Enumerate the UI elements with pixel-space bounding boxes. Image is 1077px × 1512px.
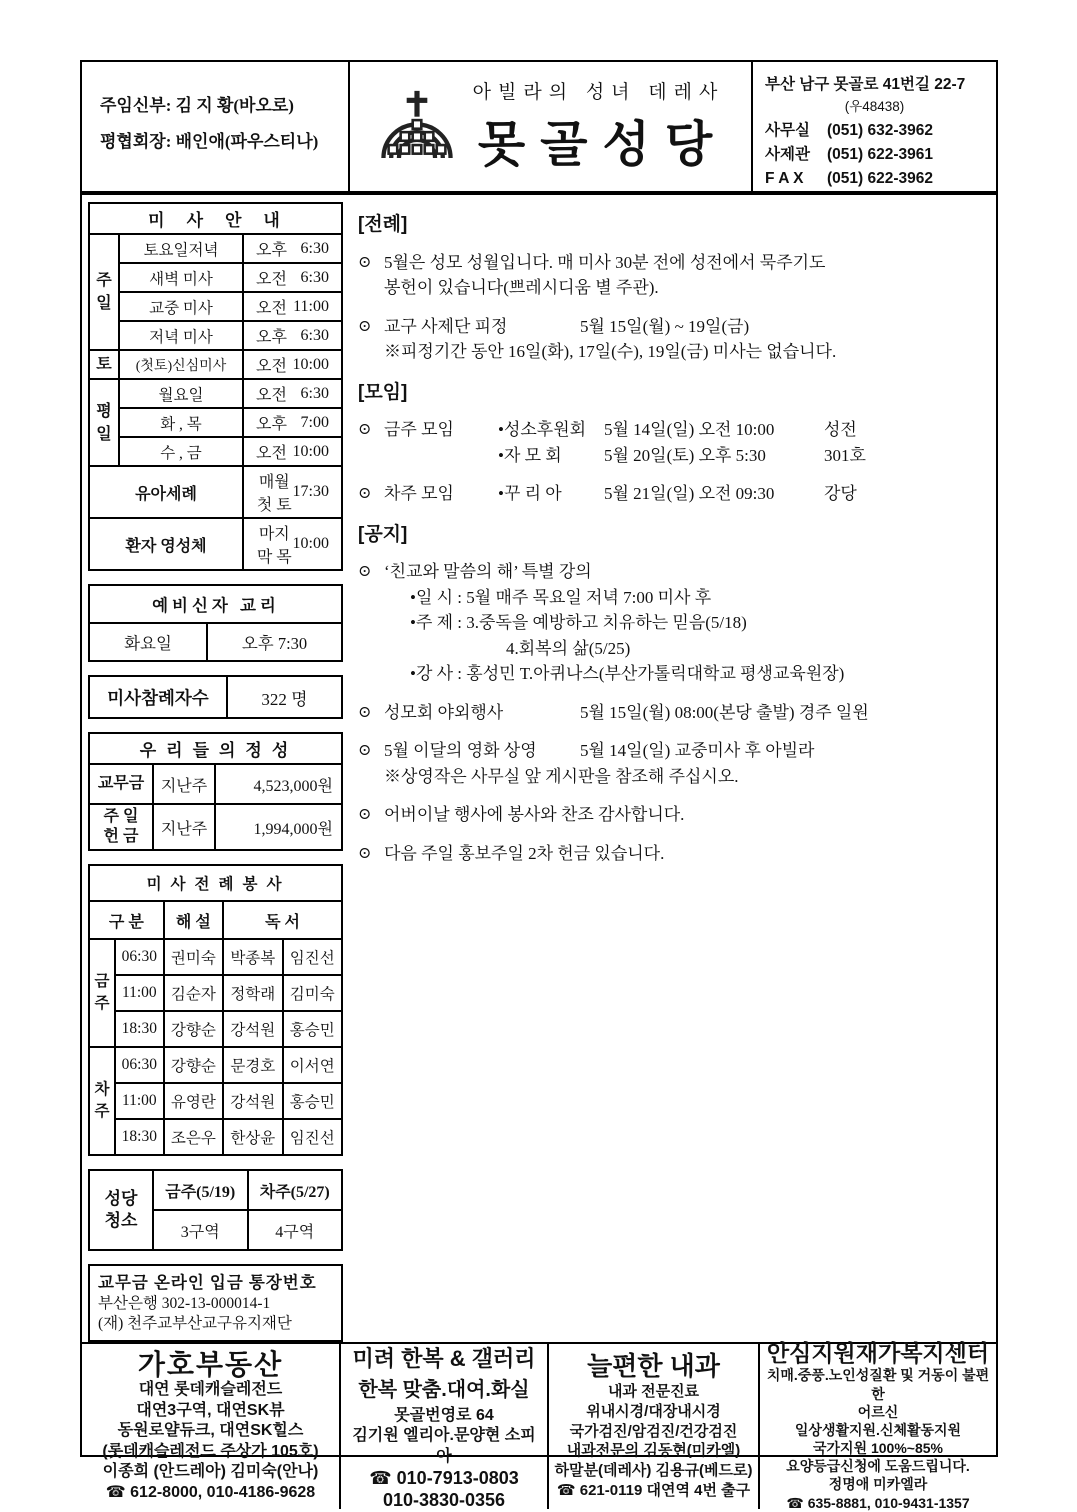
ad-hanbok: 미려 한복 & 갤러리 한복 맞춤.대여.화실 못골번영로 64 김기원 엘리아.문양현 소피아 ☎ 010-7913-0803 010-3830-0356	[341, 1344, 549, 1509]
header-staff	[82, 62, 350, 191]
sick-communion-label: 환자 영성체	[89, 518, 243, 570]
item-bullet-icon: ⊙	[358, 844, 372, 862]
table-row: 11:00 김순자 정학래 김미숙	[89, 975, 342, 1011]
table-title: 우리들의정성	[89, 733, 342, 764]
baby-baptism-label: 유아세례	[89, 466, 243, 518]
attendance-table	[88, 675, 343, 719]
phone-office: 사무실 (051) 632-3962	[765, 122, 933, 139]
notice-item: ⊙ 금주 모임 •성소후원회 5월 14일(일) 오전 10:00 성전 •자 모 회 5월 20일(토) 오후 5:30 301호	[358, 417, 986, 468]
table-row: 교무금 지난주 4,523,000원	[89, 764, 342, 804]
advertisements	[82, 1342, 996, 1509]
table-cell: 토요일저녁	[119, 234, 243, 263]
notice-item: ⊙ 성모회 야외행사 5월 15일(월) 08:00(본당 출발) 경주 일원	[358, 700, 986, 726]
table-title: 예비신자 교리	[89, 585, 342, 623]
catechism-table	[88, 584, 343, 662]
ad-title: 안심지원재가복지센터	[766, 1340, 990, 1367]
group-label: 평일	[89, 379, 119, 466]
mass-schedule-table	[88, 202, 343, 571]
item-bullet-icon: ⊙	[358, 253, 372, 271]
table-row: 화 , 목 오후 7:00	[89, 408, 342, 437]
section-meeting-heading: [모임]	[358, 381, 408, 403]
group-label: 차주	[89, 1047, 115, 1155]
item-bullet-icon: ⊙	[358, 806, 372, 824]
church-name: 못골성당	[477, 118, 728, 173]
ad-realestate: 가호부동산 대연 롯데캐슬레전드 대연3구역, 대연SK뷰 동원로얄듀크, 대연SK힐스 (롯데캐슬레전드 주상가 105호) 이종희 (안드레아) 김미숙(안나) ☎ 612-8000, 010-4186-9628	[82, 1344, 341, 1509]
pastor-line: 주임신부: 김 지 황(바오로)	[100, 96, 294, 115]
header-contact	[751, 62, 996, 191]
church-address: 부산 남구 못골로 41번길 22-7	[765, 76, 966, 93]
phone-fax: F A X (051) 622-3962	[765, 170, 933, 188]
item-bullet-icon: ⊙	[358, 421, 372, 439]
table-row: 주일 토요일저녁 오후 6:30	[89, 234, 342, 263]
notice-item: ⊙ ‘친교와 말씀의 해’ 특별 강의 •일 시 : 5월 매주 목요일 저녁 7:00 미사 후 •주 제 : 3.중독을 예방하고 치유하는 믿음(5/18) 4.회복의 삶(5/25) •강 사 : 홍성민 T.아퀴나스(부산가톨릭대학교 평생교육원장)	[358, 559, 986, 687]
offering-amount: 4,523,000원	[215, 764, 342, 804]
table-title: 미사안내	[89, 203, 342, 234]
council-line: 평협회장: 배인애(파우스티나)	[100, 131, 319, 151]
group-label: 주일	[89, 234, 119, 350]
item-bullet-icon: ⊙	[358, 742, 372, 760]
attendance-label: 미사참례자수	[89, 676, 227, 718]
bank-account-box	[88, 1264, 343, 1342]
church-logo-icon	[374, 85, 460, 169]
table-row: 18:30 강향순 강석원 홍승민	[89, 1011, 342, 1047]
table-row: 평일 월요일 오전 6:30	[89, 379, 342, 408]
ad-carecenter: 안심지원재가복지센터 치매.중풍.노인성질환 및 거동이 불편한 어르신 일상생활지원.신체활동지원 국가지원 100%~85% 요양등급신청에 도움드립니다. 정명애 미카엘라 ☎ 635-8881, 010-9431-1357	[760, 1344, 996, 1509]
ad-title: 미려 한복 & 갤러리	[352, 1345, 536, 1371]
offering-label: 주 일 헌 금	[89, 804, 153, 850]
table-row: 차주 06:30 강향순 문경호 이서연	[89, 1047, 342, 1083]
table-row: 성당 청소 금주(5/19) 차주(5/27)	[89, 1170, 342, 1210]
ad-phone: ☎ 635-8881, 010-9431-1357	[786, 1494, 970, 1511]
header-title-block	[350, 62, 751, 191]
item-bullet-icon: ⊙	[358, 563, 372, 581]
ad-phone: ☎ 621-0119 대연역 4번 출구	[556, 1481, 751, 1499]
ad-title: 가호부동산	[137, 1348, 284, 1380]
ad-clinic: 늘편한 내과 내과 전문진료 위내시경/대장내시경 국가검진/암검진/건강검진 내과전문의 김동현(미카엘) 하말분(데레사) 김용규(베드로) ☎ 621-0119 대연역 4번 출구	[549, 1344, 760, 1509]
table-row: 저녁 미사 오후 6:30	[89, 321, 342, 350]
table-row: 구 분 해 설 독 서	[89, 901, 342, 939]
table-row: 토 (첫토)신심미사 오전 10:00	[89, 350, 342, 379]
liturgy-server-table	[88, 864, 343, 1156]
account-title: 교무금 온라인 입금 통장번호	[98, 1273, 317, 1293]
table-row: 유아세례 매월 첫 토 17:30	[89, 466, 342, 518]
account-holder: (재) 천주교부산교구유지재단	[98, 1314, 292, 1332]
offering-table	[88, 732, 343, 851]
offering-label: 교무금	[89, 764, 153, 804]
ad-phone: 010-3830-0356	[382, 1489, 506, 1510]
attendance-value: 322 명	[227, 676, 342, 718]
table-row: 새벽 미사 오전 6:30	[89, 263, 342, 292]
table-row	[89, 676, 342, 718]
group-label: 토	[89, 350, 119, 379]
bulletin-frame	[80, 60, 998, 1511]
cleaning-table	[88, 1169, 343, 1251]
table-title: 미사전례봉사	[89, 865, 342, 901]
section-liturgy-heading: [전례]	[358, 214, 408, 236]
table-row: 화요일 오후 7:30	[89, 623, 342, 661]
left-column	[82, 195, 348, 1342]
church-subtitle: 아빌라의 성녀 데레사	[472, 82, 725, 104]
table-row: 환자 영성체 마지막 목 10:00	[89, 518, 342, 570]
phone-rectory: 사제관 (051) 622-3961	[765, 146, 933, 164]
item-bullet-icon: ⊙	[358, 485, 372, 503]
church-title	[470, 77, 727, 176]
account-number: 부산은행 302-13-000014-1	[98, 1294, 271, 1312]
ad-phone: ☎ 010-7913-0803	[369, 1468, 519, 1489]
notice-item: ⊙ 차주 모임 •꾸 리 아 5월 21일(일) 오전 09:30 강당	[358, 481, 986, 507]
notice-item: ⊙ 교구 사제단 피정 5월 15일(월) ~ 19일(금) ※피정기간 동안 16일(화), 17일(수), 19일(금) 미사는 없습니다.	[358, 314, 986, 365]
group-label: 금주	[89, 939, 115, 1047]
table-row: 금주 06:30 권미숙 박종복 임진선	[89, 939, 342, 975]
right-column	[348, 195, 996, 1342]
header	[82, 62, 996, 193]
notice-item: ⊙ 5월 이달의 영화 상영 5월 14일(일) 교중미사 후 아빌라 ※상영작은 사무실 앞 게시판을 참조해 주십시오.	[358, 738, 986, 789]
cleaning-label: 성당 청소	[89, 1170, 153, 1250]
table-row: 3구역 4구역	[89, 1210, 342, 1250]
notice-item: ⊙ 어버이날 행사에 봉사와 찬조 감사합니다.	[358, 802, 986, 828]
item-bullet-icon: ⊙	[358, 703, 372, 721]
section-notice-heading: [공지]	[358, 523, 408, 545]
main-content	[82, 195, 996, 1342]
table-row: 주 일 헌 금 지난주 1,994,000원	[89, 804, 342, 850]
notice-item: ⊙ 다음 주일 홍보주일 2차 헌금 있습니다.	[358, 841, 986, 867]
table-row: 11:00 유영란 강석원 홍승민	[89, 1083, 342, 1119]
ad-phone: ☎ 612-8000, 010-4186-9628	[105, 1483, 316, 1501]
ad-title: 늘편한 내과	[587, 1351, 720, 1382]
table-row: 18:30 조은우 한상윤 임진선	[89, 1119, 342, 1155]
offering-amount: 1,994,000원	[215, 804, 342, 850]
church-postal-code: (우48438)	[844, 99, 905, 114]
table-row: 수 , 금 오전 10:00	[89, 437, 342, 466]
notice-item: ⊙ 5월은 성모 성월입니다. 매 미사 30분 전에 성전에서 묵주기도 봉헌이 있습니다(쁘레시디움 별 주관).	[358, 250, 986, 301]
item-bullet-icon: ⊙	[358, 317, 372, 335]
table-row: 교중 미사 오전 11:00	[89, 292, 342, 321]
